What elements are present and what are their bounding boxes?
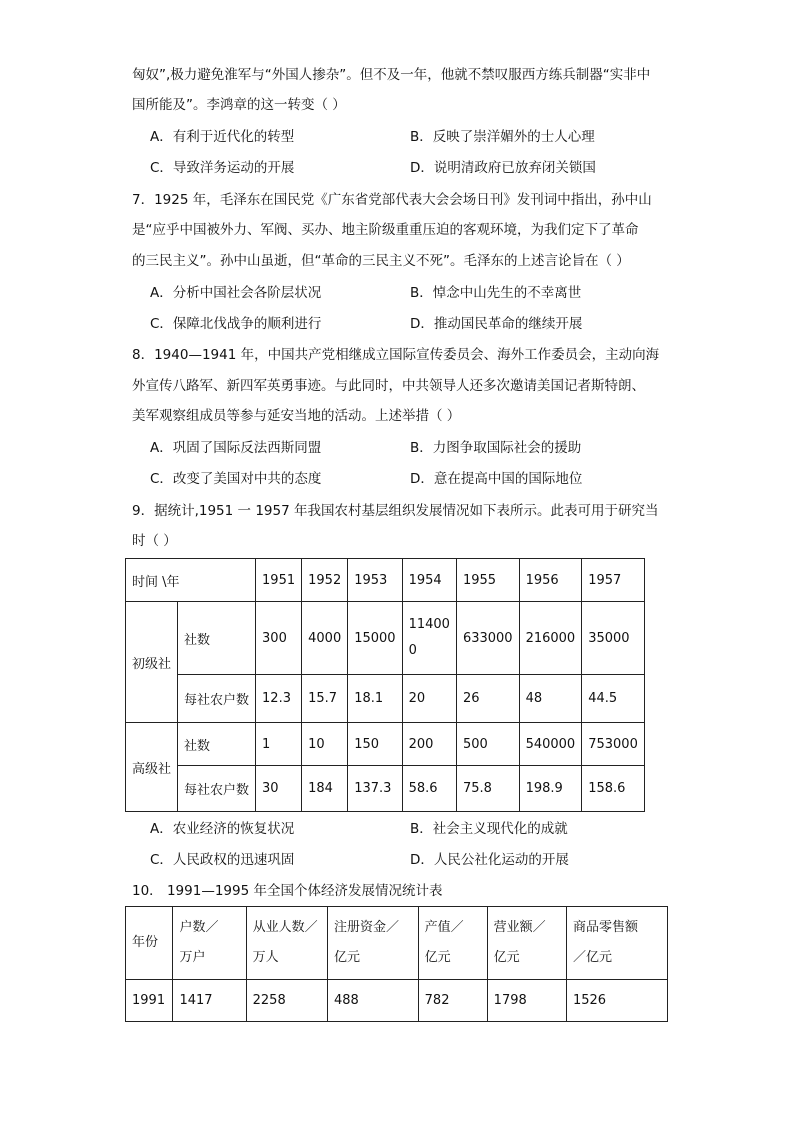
q10-header-cell: 年份 — [126, 907, 173, 980]
q8-text-line2: 外宣传八路军、新四军英勇事迹。与此同时，中共领导人还多次邀请美国记者斯特朗、 — [132, 378, 645, 394]
q9-cell: 12.3 — [256, 675, 302, 723]
q9-option-b[interactable]: B．社会主义现代化的成就 — [410, 821, 568, 837]
q10-header-cell: 营业额／ 亿元 — [487, 907, 566, 980]
q7-text-line3: 的三民主义”。孙中山虽逝，但“革命的三民主义不死”。毛泽东的上述言论旨在（ ） — [132, 253, 630, 269]
q9-cell: 30 — [256, 766, 302, 812]
q9-cell: 44.5 — [582, 675, 645, 723]
q9-text-line1: 9．据统计,1951 一 1957 年我国农村基层组织发展情况如下表所示。此表可用于研究当 — [132, 503, 659, 519]
q9-text-line2: 时（ ） — [132, 533, 177, 549]
q10-cell: 782 — [418, 980, 487, 1022]
q7-option-d[interactable]: D．推动国民革命的继续开展 — [410, 316, 583, 332]
q9-cell: 26 — [456, 675, 519, 723]
q9-cell: 150 — [348, 723, 402, 766]
q9-table-row — [126, 723, 645, 766]
q9-header-row — [126, 559, 645, 602]
q10-cell: 1991 — [126, 980, 173, 1022]
q9-table-row — [126, 602, 645, 675]
q9-row-label: 社数 — [178, 723, 256, 766]
q9-cell: 158.6 — [582, 766, 645, 812]
q9-cell: 4000 — [302, 602, 348, 675]
q10-header-cell: 注册资金／ 亿元 — [328, 907, 419, 980]
q10-table-row — [126, 980, 668, 1022]
q10-header-row — [126, 907, 668, 980]
q9-table-row — [126, 766, 645, 812]
q9-year-cell: 1951 — [256, 559, 302, 602]
q6-text-line1: 匈奴”,极力避免淮军与“外国人掺杂”。但不及一年，他就不禁叹服西方练兵制器“实非中 — [132, 67, 651, 83]
q9-cell: 58.6 — [402, 766, 456, 812]
q9-cell: 137.3 — [348, 766, 402, 812]
q10-data-table — [125, 906, 668, 1022]
q10-title: 10． 1991—1995 年全国个体经济发展情况统计表 — [132, 883, 443, 899]
q9-option-d[interactable]: D．人民公社化运动的开展 — [410, 852, 569, 868]
q10-cell: 1798 — [487, 980, 566, 1022]
q7-text-line2: 是“应乎中国被外力、军阀、买办、地主阶级重重压迫的客观环境，为我们定下了革命 — [132, 222, 639, 238]
q9-cell: 15000 — [348, 602, 402, 675]
q8-option-d[interactable]: D．意在提高中国的国际地位 — [410, 471, 583, 487]
q9-cell: 540000 — [519, 723, 582, 766]
q8-option-b[interactable]: B．力图争取国际社会的援助 — [410, 440, 582, 456]
q9-year-cell: 1957 — [582, 559, 645, 602]
q9-cell: 184 — [302, 766, 348, 812]
q9-cell: 35000 — [582, 602, 645, 675]
q6-option-a[interactable]: A．有利于近代化的转型 — [150, 129, 295, 145]
q8-option-a[interactable]: A．巩固了国际反法西斯同盟 — [150, 440, 322, 456]
q9-data-table — [125, 558, 645, 812]
q9-year-cell: 1954 — [402, 559, 456, 602]
q6-option-c[interactable]: C．导致洋务运动的开展 — [150, 160, 295, 176]
q9-row-label: 每社农户数 — [178, 675, 256, 723]
q9-cell: 633000 — [456, 602, 519, 675]
q9-year-cell: 1955 — [456, 559, 519, 602]
q9-option-c[interactable]: C．人民政权的迅速巩固 — [150, 852, 295, 868]
q10-cell: 2258 — [246, 980, 327, 1022]
q9-cell: 75.8 — [456, 766, 519, 812]
q9-row-label: 社数 — [178, 602, 256, 675]
q9-table-row — [126, 675, 645, 723]
q7-option-a[interactable]: A．分析中国社会各阶层状况 — [150, 285, 322, 301]
q6-option-b[interactable]: B．反映了崇洋媚外的士人心理 — [410, 129, 595, 145]
q10-header-cell: 从业人数／ 万人 — [246, 907, 327, 980]
q10-cell: 1526 — [566, 980, 667, 1022]
q9-cell: 198.9 — [519, 766, 582, 812]
q9-cell: 11400 0 — [402, 602, 456, 675]
q6-option-d[interactable]: D．说明清政府已放弃闭关锁国 — [410, 160, 596, 176]
q9-group-label: 高级社 — [126, 723, 178, 812]
q10-header-cell: 产值／ 亿元 — [418, 907, 487, 980]
q10-header-cell: 户数／ 万户 — [173, 907, 246, 980]
q9-cell: 18.1 — [348, 675, 402, 723]
q10-cell: 1417 — [173, 980, 246, 1022]
q8-text-line1: 8．1940—1941 年，中国共产党相继成立国际宣传委员会、海外工作委员会，主动向海 — [132, 347, 660, 363]
q9-cell: 500 — [456, 723, 519, 766]
q9-cell: 300 — [256, 602, 302, 675]
q8-text-line3: 美军观察组成员等参与延安当地的活动。上述举措（ ） — [132, 408, 461, 424]
q9-cell: 10 — [302, 723, 348, 766]
q7-option-c[interactable]: C．保障北伐战争的顺利进行 — [150, 316, 322, 332]
q9-cell: 753000 — [582, 723, 645, 766]
q9-row-label: 每社农户数 — [178, 766, 256, 812]
q9-cell: 20 — [402, 675, 456, 723]
q8-option-c[interactable]: C．改变了美国对中共的态度 — [150, 471, 322, 487]
q6-text-line2: 国所能及”。李鸿章的这一转变（ ） — [132, 97, 346, 113]
q9-year-cell: 1952 — [302, 559, 348, 602]
q9-year-cell: 1953 — [348, 559, 402, 602]
q9-cell: 15.7 — [302, 675, 348, 723]
q9-header-label: 时间 \年 — [126, 559, 256, 602]
q9-cell: 48 — [519, 675, 582, 723]
q9-cell: 216000 — [519, 602, 582, 675]
q7-option-b[interactable]: B．悼念中山先生的不幸离世 — [410, 285, 582, 301]
q9-group-label: 初级社 — [126, 602, 178, 723]
q9-cell: 1 — [256, 723, 302, 766]
q7-text-line1: 7．1925 年，毛泽东在国民党《广东省党部代表大会会场日刊》发刊词中指出，孙中山 — [132, 192, 652, 208]
q10-header-cell: 商品零售额 ／亿元 — [566, 907, 667, 980]
q9-option-a[interactable]: A．农业经济的恢复状况 — [150, 821, 295, 837]
q9-year-cell: 1956 — [519, 559, 582, 602]
q9-cell: 200 — [402, 723, 456, 766]
q10-cell: 488 — [328, 980, 419, 1022]
